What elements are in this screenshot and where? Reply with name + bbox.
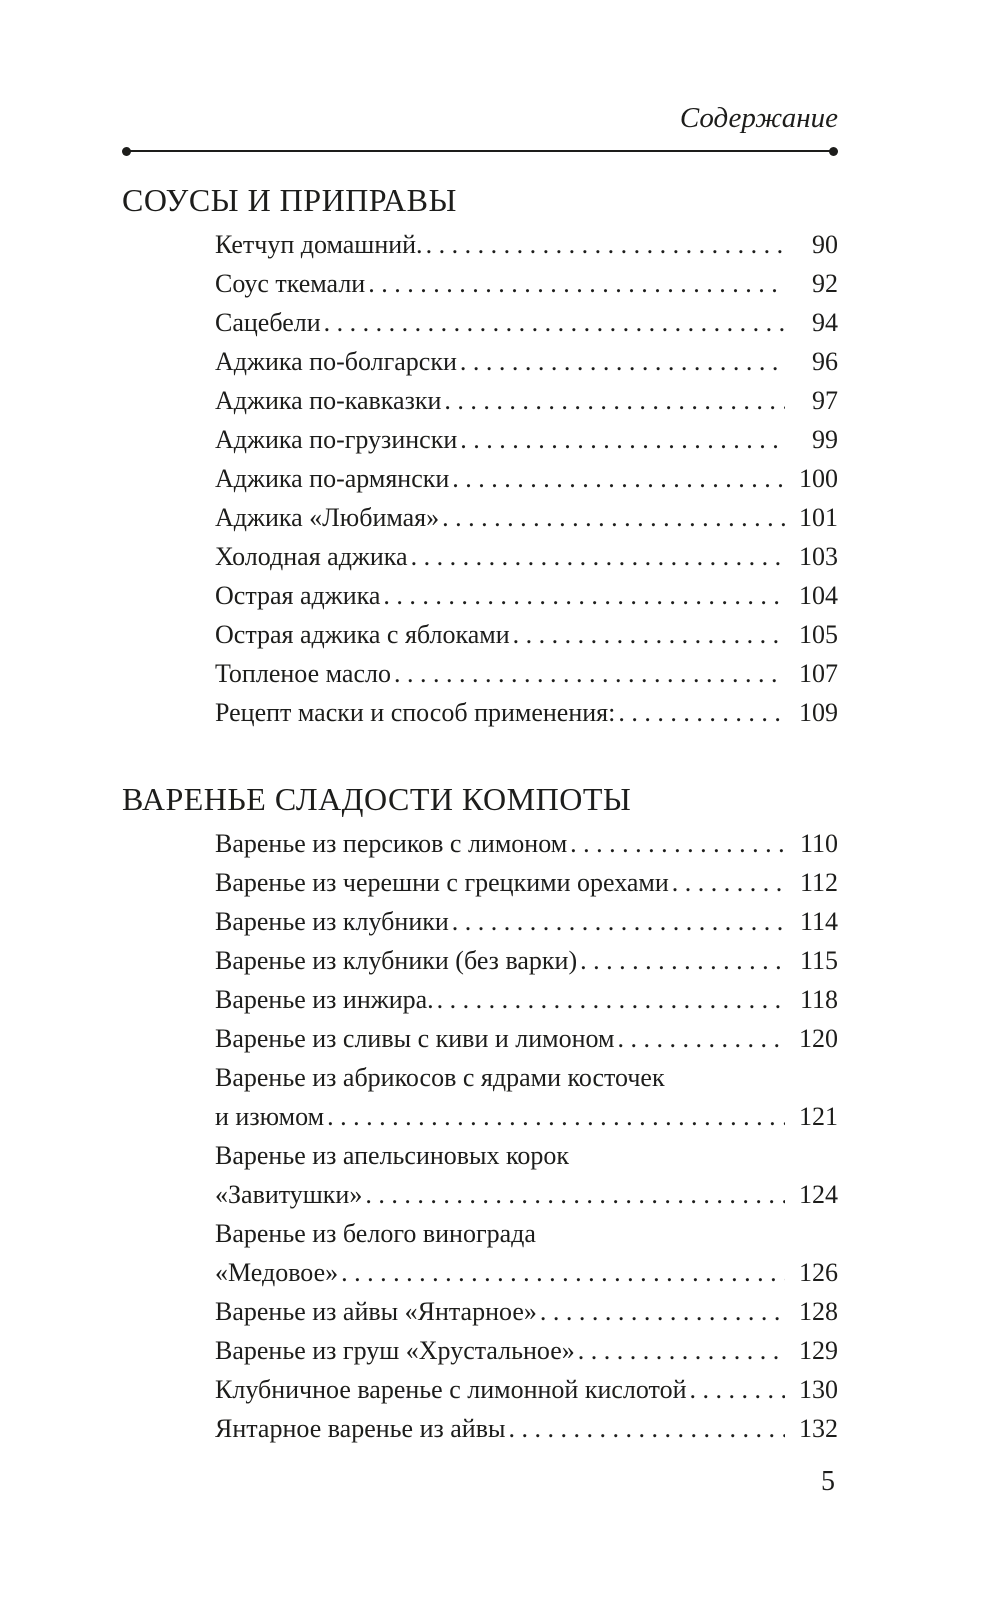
dot-leader (437, 980, 785, 1019)
toc-entry-line (215, 1136, 838, 1175)
toc-entry-title: Острая аджика (215, 581, 381, 610)
dot-leader (411, 537, 785, 576)
toc-section (122, 180, 838, 732)
toc-entry-page: 115 (799, 946, 838, 975)
dot-leader (618, 693, 785, 732)
dot-leader (452, 459, 785, 498)
toc-entry-title: Варенье из айвы «Янтарное» (215, 1297, 537, 1326)
header-rule (126, 150, 834, 152)
dot-leader (394, 654, 785, 693)
toc-entry-line (215, 863, 838, 902)
rule-right-dot (829, 147, 838, 156)
toc-entry-page: 110 (799, 829, 838, 858)
toc-entry-page: 104 (799, 581, 838, 610)
toc-entry-page: 132 (799, 1414, 838, 1443)
toc-entry-line (215, 576, 838, 615)
toc-entry-title: «Медовое» (215, 1258, 339, 1287)
toc-entry-title: Варенье из груш «Хрустальное» (215, 1336, 575, 1365)
toc-entry-line (215, 264, 838, 303)
dot-leader (460, 342, 785, 381)
toc-section (122, 779, 838, 1448)
toc-entry-page: 99 (812, 425, 838, 454)
dot-leader (540, 1292, 785, 1331)
toc-entry-title: Аджика по-болгарски (215, 347, 457, 376)
dot-leader (513, 615, 785, 654)
toc-entry-line (215, 420, 838, 459)
toc-entry-line (215, 941, 838, 980)
toc-entry-page: 129 (799, 1336, 838, 1365)
toc-entry-title: Варенье из сливы с киви и лимоном (215, 1024, 615, 1053)
toc-entry-line (215, 1292, 838, 1331)
toc-entry-page: 112 (799, 868, 838, 897)
toc-entry-page: 128 (799, 1297, 838, 1326)
toc-entry-title: Варенье из белого винограда (215, 1219, 536, 1248)
toc-entry-line (215, 654, 838, 693)
toc-entry-page: 101 (799, 503, 838, 532)
toc-entry-title: Соус ткемали (215, 269, 366, 298)
toc-entry-title: «Завитушки» (215, 1180, 363, 1209)
dot-leader (383, 576, 785, 615)
toc-entry-line (215, 381, 838, 420)
toc-entry-line (215, 1370, 838, 1409)
dot-leader (327, 1097, 785, 1136)
toc-entry-page: 109 (799, 698, 838, 727)
dot-leader (618, 1019, 786, 1058)
page-header-title: Содержание (679, 102, 838, 134)
toc-entry-page: 120 (799, 1024, 838, 1053)
page-content (122, 0, 838, 1616)
toc (122, 180, 838, 1448)
toc-entry-line (215, 1409, 838, 1448)
page-number: 5 (821, 1466, 835, 1497)
dot-leader (442, 498, 785, 537)
toc-entry-title: Варенье из инжира. (215, 985, 434, 1014)
toc-entry-title: Варенье из клубники (215, 907, 449, 936)
toc-entry-page: 118 (799, 985, 838, 1014)
toc-entry-page: 94 (812, 308, 838, 337)
entry-list (215, 824, 838, 1448)
toc-entry-title: Варенье из черешни с грецкими орехами (215, 868, 669, 897)
toc-entry-page: 105 (799, 620, 838, 649)
toc-entry-title: Аджика по-кавказки (215, 386, 442, 415)
toc-entry-line (215, 1331, 838, 1370)
toc-entry-page: 107 (799, 659, 838, 688)
toc-entry-page: 92 (812, 269, 838, 298)
dot-leader (508, 1409, 785, 1448)
toc-entry-title: Рецепт маски и способ применения: (215, 698, 616, 727)
toc-entry-page: 96 (812, 347, 838, 376)
toc-entry-line (215, 225, 838, 264)
toc-entry-page: 121 (799, 1102, 838, 1131)
toc-entry-page: 103 (799, 542, 838, 571)
toc-entry-title: Варенье из абрикосов с ядрами косточек (215, 1063, 665, 1092)
toc-entry-line (215, 1058, 838, 1097)
dot-leader (460, 420, 785, 459)
entry-list (215, 225, 838, 732)
toc-entry-title: Кетчуп домашний. (215, 230, 423, 259)
toc-entry-line (215, 1097, 838, 1136)
toc-entry-title: Клубничное варенье с лимонной кислотой (215, 1375, 687, 1404)
toc-entry-line (215, 615, 838, 654)
toc-entry-title: Варенье из клубники (без варки) (215, 946, 578, 975)
dot-leader (578, 1331, 785, 1370)
toc-entry-title: Холодная аджика (215, 542, 408, 571)
toc-entry-page: 100 (799, 464, 838, 493)
toc-entry-line (215, 342, 838, 381)
toc-entry-page: 90 (812, 230, 838, 259)
toc-entry-page: 126 (799, 1258, 838, 1287)
toc-entry-line (215, 498, 838, 537)
toc-entry-title: Аджика по-грузински (215, 425, 458, 454)
toc-entry-line (215, 1253, 838, 1292)
dot-leader (570, 824, 785, 863)
toc-entry-line (215, 537, 838, 576)
toc-entry-page: 124 (799, 1180, 838, 1209)
toc-entry-page: 130 (799, 1375, 838, 1404)
dot-leader (580, 941, 785, 980)
toc-entry-line (215, 693, 838, 732)
toc-entry-title: Варенье из апельсиновых корок (215, 1141, 569, 1170)
toc-entry-line (215, 1214, 838, 1253)
rule-left-dot (122, 147, 131, 156)
dot-leader (444, 381, 785, 420)
toc-entry-title: Варенье из персиков с лимоном (215, 829, 568, 858)
toc-entry-page: 114 (799, 907, 838, 936)
dot-leader (324, 303, 785, 342)
toc-entry-title: Аджика «Любимая» (215, 503, 440, 532)
toc-entry-title: Сацебели (215, 308, 321, 337)
dot-leader (452, 902, 785, 941)
dot-leader (365, 1175, 785, 1214)
toc-entry-line (215, 1019, 838, 1058)
section-heading: СОУСЫ И ПРИПРАВЫ (122, 182, 457, 218)
dot-leader (341, 1253, 785, 1292)
toc-entry-line (215, 459, 838, 498)
dot-leader (426, 225, 785, 264)
dot-leader (689, 1370, 785, 1409)
toc-entry-line (215, 1175, 838, 1214)
toc-entry-page: 97 (812, 386, 838, 415)
toc-entry-title: Острая аджика с яблоками (215, 620, 510, 649)
section-heading: ВАРЕНЬЕ СЛАДОСТИ КОМПОТЫ (122, 781, 632, 817)
dot-leader (368, 264, 785, 303)
toc-entry-line (215, 902, 838, 941)
toc-entry-title: Янтарное варенье из айвы (215, 1414, 506, 1443)
toc-entry-title: Топленое масло (215, 659, 391, 688)
toc-entry-title: и изюмом (215, 1102, 325, 1131)
toc-entry-line (215, 824, 838, 863)
toc-entry-line (215, 980, 838, 1019)
toc-entry-title: Аджика по-армянски (215, 464, 450, 493)
toc-entry-line (215, 303, 838, 342)
dot-leader (672, 863, 785, 902)
